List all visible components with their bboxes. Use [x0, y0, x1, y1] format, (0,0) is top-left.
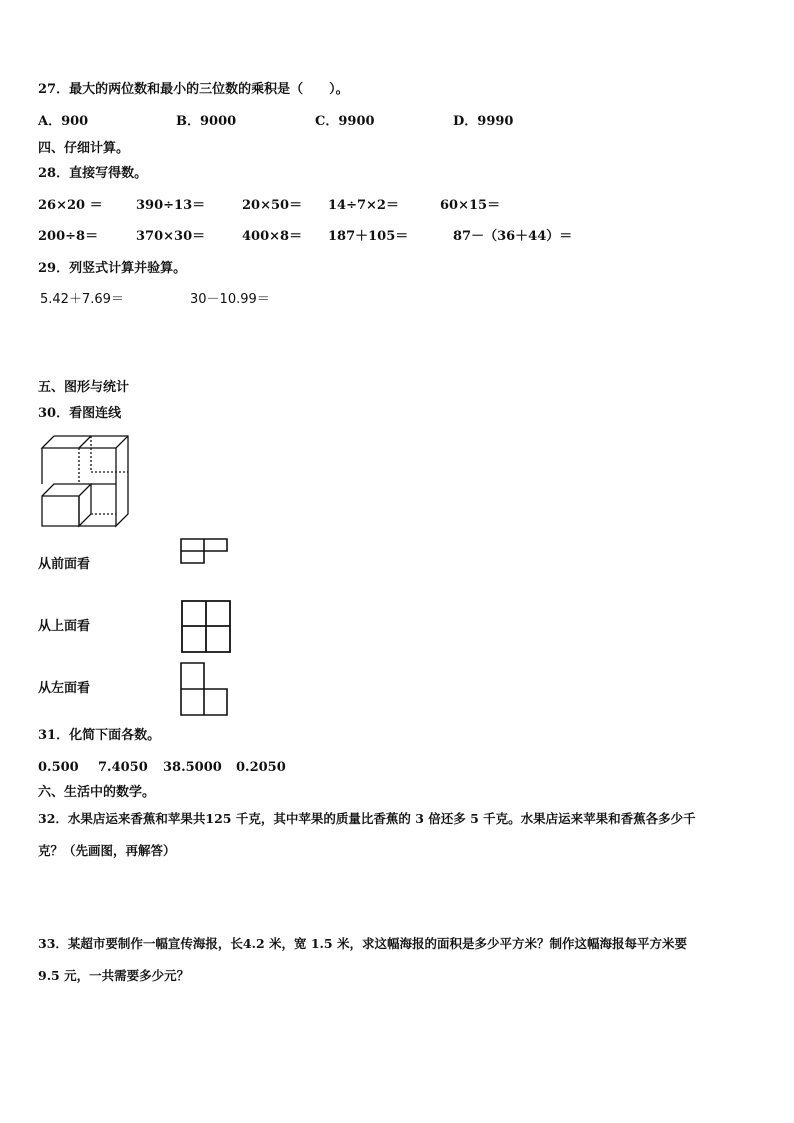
- q28-r1-c5: 60×15＝: [440, 198, 501, 213]
- q31-number-3: 38.5000: [163, 760, 222, 775]
- section-5-heading: 五、图形与统计: [38, 380, 130, 395]
- q33-line-1: 33．某超市要制作一幅宣传海报，长4.2 米，宽 1.5 米，求这幅海报的面积是多少平方米？制作这幅海报每平方米要: [38, 936, 687, 951]
- q31-number-1: 0.500: [38, 760, 79, 775]
- q32-line-2: 克？（先画图，再解答）: [38, 843, 176, 858]
- q31-number-4: 0.2050: [236, 760, 286, 775]
- q29-stem: 29．列竖式计算并验算。: [38, 261, 187, 276]
- q32-line-1: 32．水果店运来香蕉和苹果共125 千克，其中苹果的质量比香蕉的 3 倍还多 5 千克。水果店运来苹果和香蕉各多少千: [38, 811, 696, 826]
- q28-r1-c4: 14÷7×2＝: [328, 198, 399, 213]
- q30-stem: 30．看图连线: [38, 406, 122, 421]
- q30-view-front-label: 从前面看: [38, 557, 91, 572]
- q28-r2-c1: 200÷8＝: [38, 229, 99, 244]
- q28-r2-c5: 87－（36＋44）＝: [453, 229, 573, 244]
- q28-r2-c2: 370×30＝: [136, 229, 206, 244]
- left-view-grid: [180, 662, 230, 717]
- q27-option-a: A．900: [38, 114, 89, 129]
- top-view-grid: [180, 600, 232, 654]
- q28-r2-c3: 400×8＝: [242, 229, 303, 244]
- q28-r2-c4: 187＋105＝: [328, 229, 409, 244]
- q33-line-2: 9.5 元，一共需要多少元？: [38, 968, 190, 983]
- q27-option-c: C．9900: [315, 114, 375, 129]
- q27-option-b: B．9000: [176, 114, 237, 129]
- cube-stack-figure: [38, 432, 133, 529]
- q30-view-left-label: 从左面看: [38, 681, 91, 696]
- q27-option-d: D．9990: [453, 114, 514, 129]
- section-6-heading: 六、生活中的数学。: [38, 785, 156, 800]
- front-view-grid: [180, 538, 230, 564]
- q31-stem: 31．化简下面各数。: [38, 728, 161, 743]
- q31-number-2: 7.4050: [98, 760, 148, 775]
- q28-r1-c1: 26×20 ＝: [38, 198, 103, 213]
- q27-stem: 27．最大的两位数和最小的三位数的乘积是（ ）。: [38, 82, 349, 97]
- q28-r1-c3: 20×50＝: [242, 198, 303, 213]
- q28-stem: 28．直接写得数。: [38, 166, 148, 181]
- section-4-heading: 四、仔细计算。: [38, 141, 130, 156]
- q29-item-2: 30－10.99＝: [190, 292, 270, 307]
- q28-r1-c2: 390÷13＝: [136, 198, 206, 213]
- q30-view-top-label: 从上面看: [38, 619, 91, 634]
- q29-item-1: 5.42＋7.69＝: [40, 292, 124, 307]
